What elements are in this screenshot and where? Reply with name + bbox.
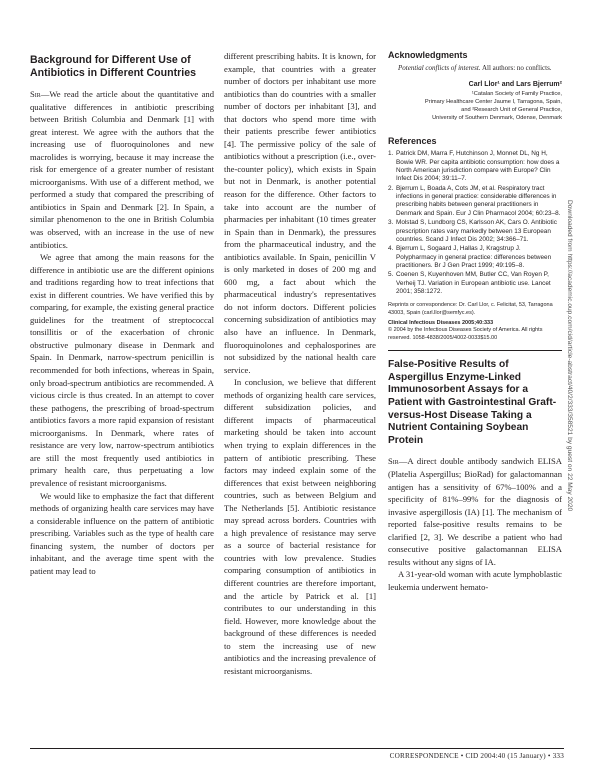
download-watermark: Downloaded from https://academic.oup.com/cid/article-abstract/40/2/333/358521 by guest on 22 May 2020 [566,200,573,512]
reprints-note: Reprints or correspondence: Dr. Carl Llor, c. Felicitat, 53, Tarragona 43003, Spain (carl.llor@semfyc.es). [388,302,553,316]
section-divider [388,350,562,351]
salutation: Sir [30,89,41,99]
left-column [30,50,214,577]
article-paragraph: In conclusion, we believe that different methods of organizing health care services, different subsidization policies, and different impacts of pharmaceutical marketing should be taken into account when trying to explain differences in the pattern of antibiotic prescribing. These factors may indeed explain some of the differences that exist between neighboring countries, such as between Belgium and The Netherlands [5]. Antibiotic resistance may spread across borders. Countries with a high prevalence of resistance may serve as a source of bacterial resistance for countries with low prevalence. Studies comparing consumption of antibiotics in different countries are therefore important, and the article by Patrick et al. [1] contributes to our understanding in this field. However, more knowledge about the background of these differences is needed to stem the increasing use of new antibiotics and the increasing prevalence of resistant microorganisms. [224,377,376,676]
article-paragraph: We agree that among the main reasons for the difference in antibiotic use are the different opinions and traditions regarding how to treat infections that exist in different countries. We have verified this by comparing, for example, the existing general practice guidelines for the treatment of streptococcal tonsillitis or of the exacerbation of chronic obstructive pulmonary disease in Denmark and Spain. In Denmark, narrow-spectrum penicillin is recommended for both infections, whereas in Spain, only broad-spectrum antibiotics are recommended. A vicious circle is thus created. In an attempt to cover these pathogens, the prescribing of broad-spectrum antibiotics favors a more rapid expansion of resistant microorganisms. In Denmark, where rates of resistance are very low, narrow-spectrum antibiotics are still the most frequently used antibiotics in primary health care, thus perpetuating a low prevalence of resistant microorganisms. [30,252,214,488]
reference-item: 5. Coenen S, Kuyenhoven MM, Butler CC, Van Royen P, Verheij TJ. Variation in European antibiotic use. Lancet 2001; 358:1272. [388,271,551,295]
right-column [388,50,562,593]
acknowledgments-text: Potential conflicts of interest. All authors: no conflicts. [398,64,552,72]
author-names: Carl Llor¹ and Lars Bjerrum² [468,81,562,89]
article2-title: False-Positive Results of Aspergillus Enzyme-Linked Immunosorbent Assays for a Patient with Gastrointestinal Graft-versus-Host Disease Taking a Nutrient Containing Soybean Protein [388,359,557,446]
article-paragraph: Sir—A direct double antibody sandwich ELISA (Platelia Aspergillus; BioRad) for galactomannan antigen has a sensitivity of 67%–100% and a specificity of 81%–99% for the diagnosis of invasive aspergillosis (IA) [1]. The mechanism of reported false-positive results remains to be clarified [2, 3]. We describe a patient who had consecutive positive galactomannan ELISA results without any signs of IA. [388,456,562,567]
acknowledgments-heading: Acknowledgments [388,50,468,60]
journal-citation: Clinical Infectious Diseases 2005;40:333 [388,320,494,327]
article-paragraph: A 31-year-old woman with acute lymphoblastic leukemia underwent hemato- [388,569,562,592]
middle-column [224,50,376,677]
reference-item: 3. Molstad S, Lundborg CS, Karlsson AK, Cars O. Antibiotic prescription rates vary markedly between 13 European countries. Scand J Infect Dis 2002; 34:366–71. [388,219,557,243]
page-footer: CORRESPONDENCE • CID 2004:40 (15 January) • 333 [30,748,564,765]
article-title: Background for Different Use of Antibiotics in Different Countries [30,54,196,79]
article-paragraph: We would like to emphasize the fact that different methods of organizing health care services may have a considerable influence on the pattern of antibiotic prescribing. Variables such as the type of health care financing system, the number of doctors per inhabitant, and the average time spent with the patient may lead to [30,490,214,576]
article-paragraph: different prescribing habits. It is known, for example, that countries with a greater number of doctors per inhabitant use more antibiotics than do countries with a smaller number of doctors per inhabitant [3], and that doctors who spend more time with their patients prescribe fewer antibiotics [4]. The permissive policy of the sale of antibiotics without a prescription (i.e., over-the-counter policy), which exists in Spain but not in Denmark, is another potential reason for the difference. Other factors to take into account are the number of pharmacies per inhabitant (10 times greater in Spain than in Denmark), the pressures from the pharmaceutical industry, and the antibiotics available. In Spain, penicillin V is only marketed in doses of 200 mg and 600 mg, a fact about which the pharmaceutical industry's representatives do not inform doctors. Different policies concerning subsidization of antibiotics may also have an influence. In Denmark, fluoroquinolones and cephalosporines are not subsidized by the national health care service. [224,51,376,375]
copyright-notice: © 2004 by the Infectious Diseases Society of America. All rights reserved. 1058-4838/2005/4002-0033$15.00 [388,327,543,341]
article-paragraph: Sir—We read the article about the quantitative and qualitative differences in antibiotic prescribing between British Columbia and Denmark [1] with great interest. We agree with the authors that the increasing use of fluoroquinolones and new macrolides is worrying, because it may increase the risk for emergence of a greater number of resistant microorganisms. With use of a different method, we performed a study that compared the prescribing of antibiotics in Spain and Denmark [2]. In Spain, a similar phenomenon to the one in British Columbia was observed, with an increase in the use of new antibiotics. [30,89,214,250]
reference-item: 4. Bjerrum L, Sogaard J, Hallas J, Kragstrup J. Polypharmacy in general practice: differences between practitioners. Br J Gen Pract 1999; 49:195–8. [388,245,552,269]
author-affiliation: ¹Catalan Society of Family Practice, Primary Healthcare Center Jaume I, Tarragona, Spain, and ²Research Unit of General Practice, University of Southern Denmark, Odense, Denmark [424,91,562,122]
salutation: Sir [388,456,399,467]
references-heading: References [388,136,437,147]
reference-item: 2. Bjerrum L, Boada A, Cots JM, et al. Respiratory tract infections in general practice: considerable differences in prescribing habits between general practitioners in Denmark and Spain. Eur J Clin Pharmacol 2004; 60:23–8. [388,184,561,217]
reference-item: 1. Patrick DM, Marra F, Hutchinson J, Monnet DL, Ng H, Bowie WR. Per capita antibiotic consumption: how does a North American jurisdiction compare with Europe? Clin Infect Dis 2004; 39:11–7. [388,150,560,183]
reference-list [388,150,562,296]
